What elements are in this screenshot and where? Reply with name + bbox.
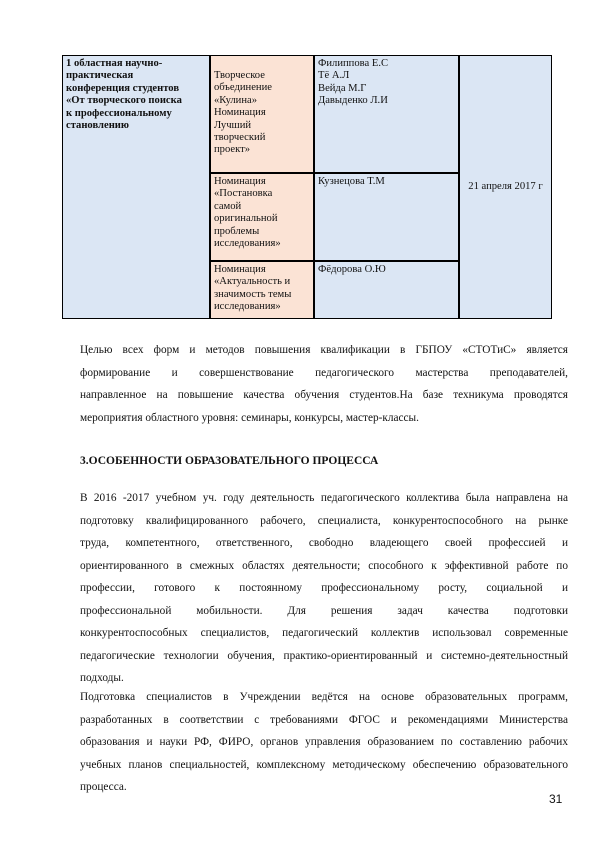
nomination-cell bbox=[210, 173, 314, 261]
text-line: образования и науки РФ, ФИРО, органов управления образованием по составлению рабочих bbox=[80, 736, 568, 748]
event-name-line: «От творческого поиска bbox=[66, 95, 182, 107]
event-date: 21 апреля 2017 г bbox=[468, 180, 543, 192]
nomination-line: «Актуальность и bbox=[214, 276, 291, 288]
text-line: мероприятия областного уровня: семинары, конкурсы, мастер-классы. bbox=[80, 411, 419, 424]
paragraph-1 bbox=[80, 487, 568, 690]
text-line: ориентированного в смежных областях деятельности; способного к эффективной работе по bbox=[80, 559, 568, 572]
nomination-line: творческий bbox=[214, 132, 266, 144]
text-line: профессии, готового к постоянному профессиональному росту, социальной и bbox=[80, 582, 568, 594]
participant-name: Кузнецова Т.М bbox=[318, 176, 385, 187]
participant-name: Давыденко Л.И bbox=[318, 95, 388, 107]
nomination-cell bbox=[210, 55, 314, 173]
text-line: конкурентоспособных специалистов, педагогический коллектив использовал современные bbox=[80, 627, 568, 639]
text-line: учебных планов специальностей, комплексному методическому обеспечению образовательного bbox=[80, 758, 568, 771]
nomination-line: оригинальной bbox=[214, 213, 278, 225]
participant-name: Вейда М.Г bbox=[318, 82, 367, 94]
participant-name: Тё А.Л bbox=[318, 70, 350, 82]
nomination-line: самой bbox=[214, 200, 242, 212]
nomination-line: исследования» bbox=[214, 238, 281, 250]
paragraph-2 bbox=[80, 686, 568, 799]
section-heading: 3.ОСОБЕННОСТИ ОБРАЗОВАТЕЛЬНОГО ПРОЦЕССА bbox=[80, 455, 379, 467]
nomination-line: объединение bbox=[214, 82, 272, 94]
nomination-line: значимость темы bbox=[214, 288, 292, 300]
nomination-line: Лучший bbox=[214, 119, 252, 131]
text-line: разработанных в соответствии с требованиями ФГОС и рекомендациями Министерства bbox=[80, 713, 568, 726]
intro-paragraph bbox=[80, 339, 568, 429]
event-name-line: 1 областная научно- bbox=[66, 58, 163, 69]
nomination-line: исследования» bbox=[214, 301, 281, 313]
event-name-line: становлению bbox=[66, 120, 129, 132]
event-name-line: к профессиональному bbox=[66, 107, 172, 119]
text-line: подготовку квалифицированного рабочего, специалиста, конкурентоспособного на рынке bbox=[80, 514, 568, 527]
nomination-line: Творческое bbox=[214, 70, 265, 81]
text-line: В 2016 -2017 учебном уч. году деятельность педагогического коллектива была направлена на bbox=[80, 492, 568, 504]
text-line: педагогические технологии обучения, практико-ориентированный и системно-деятельностный bbox=[80, 649, 568, 662]
nomination-cell bbox=[210, 261, 314, 319]
participant-name: Фёдорова О.Ю bbox=[318, 264, 386, 275]
nomination-line: «Кулина» bbox=[214, 94, 258, 106]
participants-cell bbox=[314, 55, 459, 173]
events-table bbox=[62, 55, 552, 319]
text-line: профессиональной мобильности. Для решения задач качества подготовки bbox=[80, 604, 568, 617]
text-line: формирование и совершенствование педагогического мастерства преподавателей, bbox=[80, 366, 568, 379]
participant-name: Филиппова Е.С bbox=[318, 58, 389, 69]
nomination-line: проблемы bbox=[214, 225, 260, 237]
nomination-line: Номинация bbox=[214, 107, 266, 119]
text-line: процесса. bbox=[80, 781, 127, 793]
nomination-line: Номинация bbox=[214, 264, 266, 275]
event-name-line: конференция студентов bbox=[66, 82, 180, 94]
text-line: Подготовка специалистов в Учреждении ведётся на основе образовательных программ, bbox=[80, 691, 568, 703]
text-line: подходы. bbox=[80, 672, 124, 684]
nomination-line: «Постановка bbox=[214, 188, 273, 200]
nomination-line: проект» bbox=[214, 144, 251, 156]
page-number: 31 bbox=[549, 792, 563, 806]
event-name-cell bbox=[62, 55, 210, 319]
text-line: направленное на повышение качества обучения студентов.На базе техникума проводятся bbox=[80, 389, 568, 401]
date-cell bbox=[459, 55, 552, 319]
text-line: Целью всех форм и методов повышения квалификации в ГБПОУ «СТОТиС» является bbox=[80, 344, 568, 356]
participants-cell bbox=[314, 173, 459, 261]
nomination-line: Номинация bbox=[214, 176, 266, 187]
text-line: труда, компетентного, ответственного, свободно владеющего своей профессией и bbox=[80, 537, 568, 549]
participants-cell bbox=[314, 261, 459, 319]
event-name-line: практическая bbox=[66, 70, 134, 82]
